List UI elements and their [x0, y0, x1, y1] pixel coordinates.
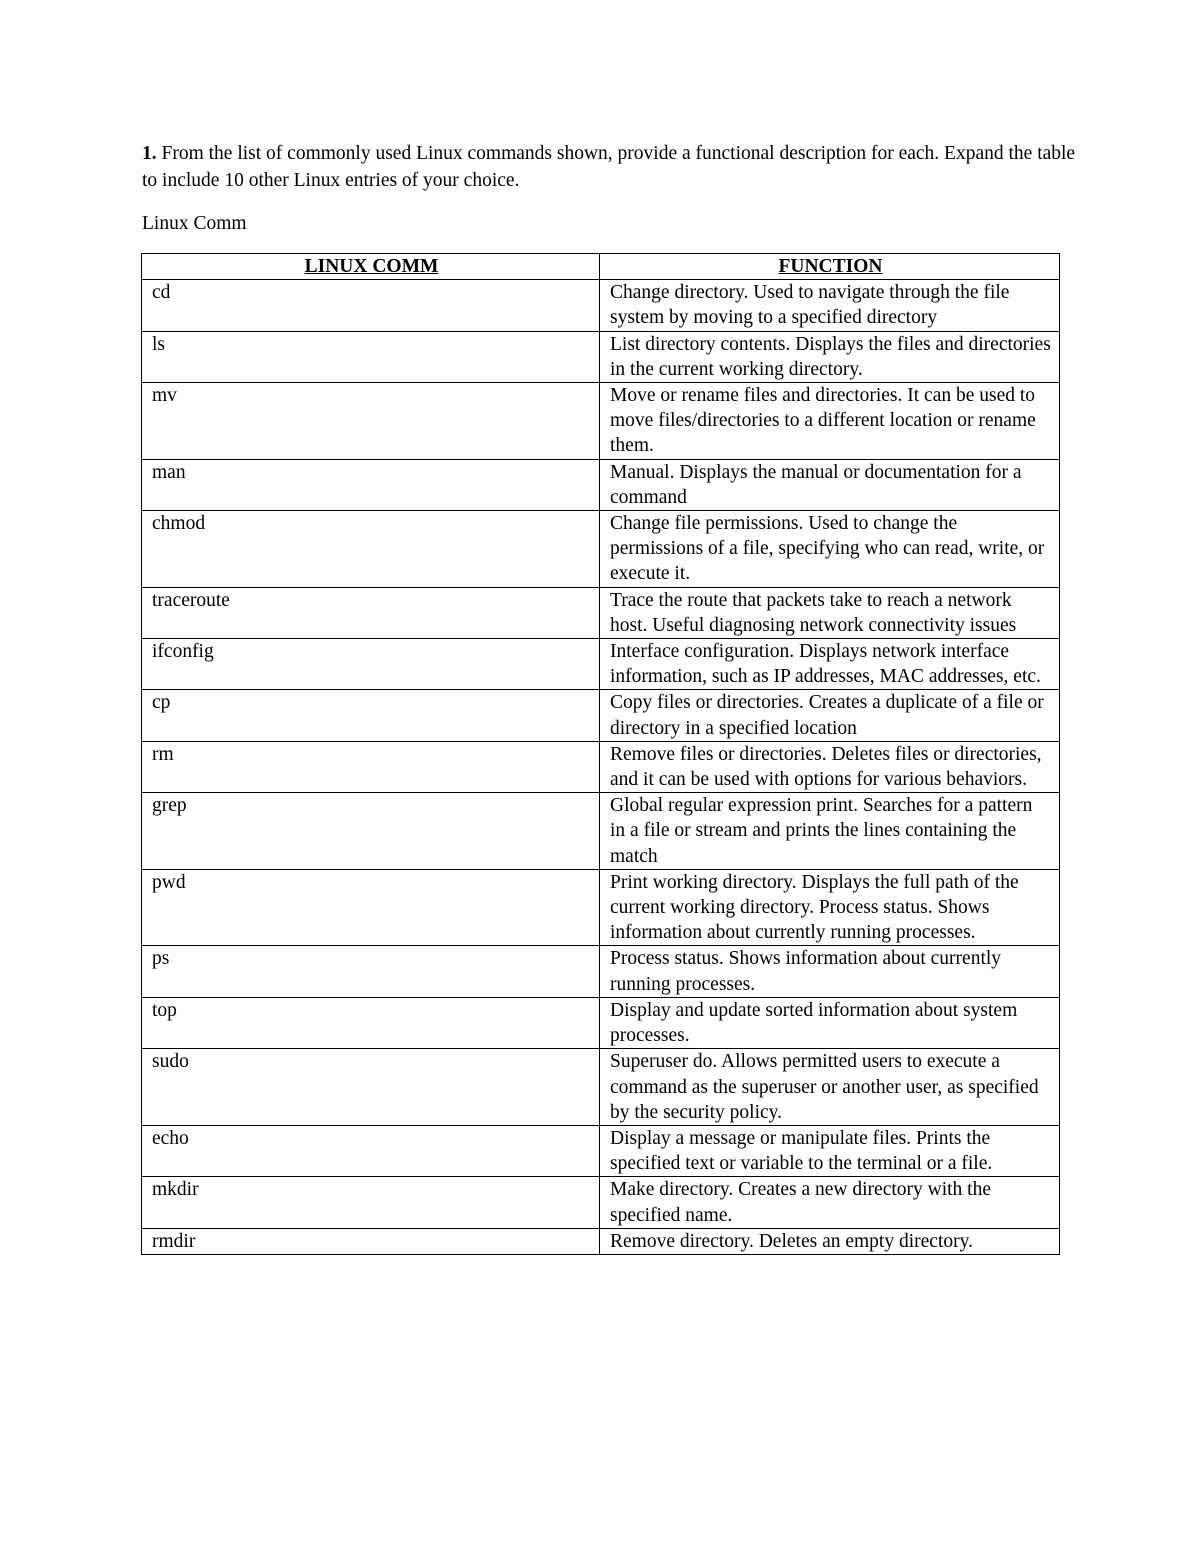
function-cell: Manual. Displays the manual or documentation for a command	[600, 459, 1060, 510]
table-row	[142, 639, 1060, 690]
command-cell: man	[142, 459, 600, 510]
table-row	[142, 587, 1060, 638]
function-cell: List directory contents. Displays the files and directories in the current working directory.	[600, 331, 1060, 382]
command-cell: ps	[142, 946, 600, 997]
function-cell: Move or rename files and directories. It can be used to move files/directories to a different location or rename them.	[600, 383, 1060, 460]
table-row	[142, 1049, 1060, 1126]
table-header-row	[142, 254, 1060, 280]
table-row	[142, 511, 1060, 588]
function-cell: Make directory. Creates a new directory with the specified name.	[600, 1177, 1060, 1228]
table-row	[142, 1228, 1060, 1254]
header-linux-comm: LINUX COMM	[142, 254, 600, 280]
table-row	[142, 997, 1060, 1048]
table-row	[142, 459, 1060, 510]
table-row	[142, 1177, 1060, 1228]
question-body: From the list of commonly used Linux commands shown, provide a functional description for each. Expand the table to include 10 other Linux entries of your choice.	[142, 143, 1076, 191]
table-row	[142, 946, 1060, 997]
function-cell: Remove files or directories. Deletes files or directories, and it can be used with options for various behaviors.	[600, 741, 1060, 792]
function-cell: Interface configuration. Displays network interface information, such as IP addresses, MAC addresses, etc.	[600, 639, 1060, 690]
table-caption: Linux Comm	[142, 213, 247, 234]
function-cell: Process status. Shows information about currently running processes.	[600, 946, 1060, 997]
table-row	[142, 690, 1060, 741]
command-cell: pwd	[142, 869, 600, 946]
command-cell: traceroute	[142, 587, 600, 638]
table-row	[142, 741, 1060, 792]
command-cell: ls	[142, 331, 600, 382]
command-cell: rmdir	[142, 1228, 600, 1254]
header-function: FUNCTION	[600, 254, 1060, 280]
command-cell: cp	[142, 690, 600, 741]
question-number: 1.	[142, 143, 157, 164]
table-row	[142, 331, 1060, 382]
table-row	[142, 383, 1060, 460]
command-cell: mv	[142, 383, 600, 460]
function-cell: Global regular expression print. Searches for a pattern in a file or stream and prints the lines containing the match	[600, 793, 1060, 870]
question-text	[142, 140, 1082, 194]
command-cell: rm	[142, 741, 600, 792]
linux-commands-table	[141, 253, 1060, 1255]
table-row	[142, 280, 1060, 331]
function-cell: Copy files or directories. Creates a duplicate of a file or directory in a specified location	[600, 690, 1060, 741]
function-cell: Display a message or manipulate files. Prints the specified text or variable to the terminal or a file.	[600, 1125, 1060, 1176]
function-cell: Trace the route that packets take to reach a network host. Useful diagnosing network connectivity issues	[600, 587, 1060, 638]
command-cell: cd	[142, 280, 600, 331]
table-body	[142, 280, 1060, 1255]
table-row	[142, 1125, 1060, 1176]
function-cell: Remove directory. Deletes an empty directory.	[600, 1228, 1060, 1254]
command-cell: ifconfig	[142, 639, 600, 690]
function-cell: Change file permissions. Used to change the permissions of a file, specifying who can read, write, or execute it.	[600, 511, 1060, 588]
command-cell: chmod	[142, 511, 600, 588]
table-row	[142, 793, 1060, 870]
function-cell: Print working directory. Displays the full path of the current working directory. Process status. Shows information about currently running processes.	[600, 869, 1060, 946]
function-cell: Change directory. Used to navigate through the file system by moving to a specified directory	[600, 280, 1060, 331]
command-cell: grep	[142, 793, 600, 870]
command-cell: mkdir	[142, 1177, 600, 1228]
command-cell: echo	[142, 1125, 600, 1176]
command-cell: sudo	[142, 1049, 600, 1126]
table-row	[142, 869, 1060, 946]
function-cell: Display and update sorted information about system processes.	[600, 997, 1060, 1048]
command-cell: top	[142, 997, 600, 1048]
function-cell: Superuser do. Allows permitted users to execute a command as the superuser or another user, as specified by the security policy.	[600, 1049, 1060, 1126]
